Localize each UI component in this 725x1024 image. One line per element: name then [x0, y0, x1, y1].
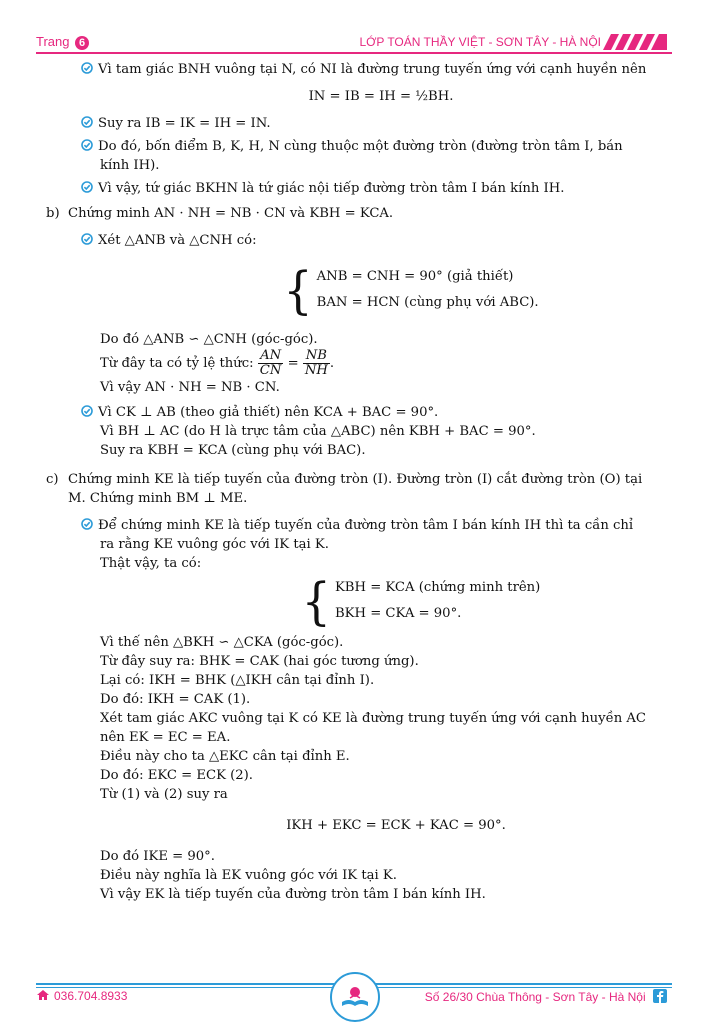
text-line: Vì thế nên △BKH ∽ △CKA (góc-góc).: [100, 635, 344, 650]
text-line: Thật vậy, ta có:: [100, 556, 202, 571]
equation-system: [166, 571, 676, 631]
text-line: Do đó IKE = 90°.: [100, 849, 215, 864]
part-text: Chứng minh AN · NH = NB · CN và KBH = KCA.: [68, 206, 394, 221]
header-rule: [36, 52, 672, 54]
numerator: NB: [303, 349, 330, 364]
bullet-item: [46, 114, 676, 133]
text-line: Suy ra IB = IK = IH = IN.: [98, 116, 271, 131]
text-line: Do đó: IKH = CAK (1).: [100, 692, 251, 707]
part-b-heading: [46, 204, 676, 223]
equation: IKH + EKC = ECK + KAC = 90°.: [286, 818, 506, 833]
part-label: b): [46, 206, 60, 221]
document-body: [46, 60, 676, 904]
proportion-line: Từ đây ta có tỷ lệ thức: $\frac{AN}{CN}$ = $\frac{NB}{NH}$ .: [100, 348, 335, 378]
system-row: KBH = KCA (chứng minh trên): [334, 580, 541, 595]
check-icon: [81, 139, 93, 151]
text-line: nên EK = EC = EA.: [100, 730, 231, 745]
text-line: Vì vậy AN · NH = NB · CN.: [100, 380, 280, 395]
address-text: Số 26/30 Chùa Thông - Sơn Tây - Hà Nội: [424, 990, 646, 1004]
text-line: Lại có: IKH = BHK (△IKH cân tại đỉnh I).: [100, 673, 375, 688]
text-line: Do đó: EKC = ECK (2).: [100, 768, 254, 783]
numerator: AN: [258, 349, 284, 364]
text-line: Do đó △ANB ∽ △CNH (góc-góc).: [100, 332, 318, 347]
check-icon: [81, 405, 93, 417]
part-text: Chứng minh KE là tiếp tuyến của đường tròn (I). Đường tròn (I) cắt đường tròn (O) tại: [68, 472, 643, 487]
bullet-item: [46, 516, 676, 535]
header-title: LỚP TOÁN THẦY VIỆT - SƠN TÂY - HÀ NỘI: [359, 35, 601, 49]
system-row: BKH = CKA = 90°.: [334, 606, 462, 621]
text-line: kính IH).: [100, 158, 160, 173]
bullet-item: [46, 137, 676, 156]
equation-system: [146, 260, 676, 320]
part-label: c): [46, 472, 59, 487]
header-stripes-icon: [603, 34, 667, 50]
text-line: Xét tam giác AKC vuông tại K có KE là đường trung tuyến ứng với cạnh huyền AC: [100, 711, 646, 726]
brace: {: [301, 571, 331, 631]
bullet-item: [46, 179, 676, 198]
check-icon: [81, 62, 93, 74]
text-line: Vì vậy EK là tiếp tuyến của đường tròn tâm I bán kính IH.: [100, 887, 486, 902]
bullet-item: [46, 231, 676, 250]
check-icon: [81, 181, 93, 193]
text-line: Điều này cho ta △EKC cân tại đỉnh E.: [100, 749, 350, 764]
text-line: Vì vậy, tứ giác BKHN là tứ giác nội tiếp đường tròn tâm I bán kính IH.: [98, 181, 565, 196]
denominator: CN: [259, 363, 282, 378]
fraction: [258, 349, 284, 378]
system-row: BAN = HCN (cùng phụ với ABC).: [316, 295, 539, 310]
text-line: Từ (1) và (2) suy ra: [100, 787, 228, 802]
text-line: Do đó, bốn điểm B, K, H, N cùng thuộc một đường tròn (đường tròn tâm I, bán: [98, 139, 623, 154]
system-row: ANB = CNH = 90° (giả thiết): [316, 269, 514, 284]
text-line: ra rằng KE vuông góc với IK tại K.: [100, 537, 329, 552]
footer-phone: [36, 989, 127, 1003]
text-line: Điều này nghĩa là EK vuông góc với IK tại K.: [100, 868, 397, 883]
footer-address: [425, 989, 667, 1004]
home-icon: [36, 989, 50, 1001]
denominator: NH: [304, 363, 328, 378]
part-c-heading: [46, 470, 676, 508]
facebook-icon[interactable]: [653, 989, 667, 1003]
text-line: Vì BH ⊥ AC (do H là trực tâm của △ABC) nên KBH + BAC = 90°.: [100, 424, 536, 439]
text-line: Suy ra KBH = KCA (cùng phụ với BAC).: [100, 443, 366, 458]
text-line: Vì tam giác BNH vuông tại N, có NI là đường trung tuyến ứng với cạnh huyền nên: [98, 62, 647, 77]
phone-text: 036.704.8933: [54, 989, 128, 1003]
fraction: [303, 349, 330, 378]
page-label-text: Trang: [36, 34, 70, 49]
brace: {: [283, 260, 313, 320]
text-line: Từ đây suy ra: BHK = CAK (hai góc tương ứng).: [100, 654, 419, 669]
text-line: Để chứng minh KE là tiếp tuyến của đường tròn tâm I bán kính IH thì ta cần chỉ: [98, 518, 634, 533]
logo: [330, 972, 380, 1022]
text-line: Vì CK ⊥ AB (theo giả thiết) nên KCA + BAC = 90°.: [98, 405, 439, 420]
text-line: Xét △ANB và △CNH có:: [98, 233, 257, 248]
bullet-item: [46, 60, 676, 79]
text-fragment: Từ đây ta có tỷ lệ thức:: [100, 356, 254, 371]
book-logo-icon: [332, 974, 378, 1020]
page-number: 6: [75, 36, 89, 50]
page-label: [36, 34, 89, 50]
page-header: [0, 0, 725, 58]
bullet-item: [46, 403, 676, 422]
check-icon: [81, 518, 93, 530]
equation: IN = IB = IH = ½BH.: [308, 89, 454, 104]
part-text: M. Chứng minh BM ⊥ ME.: [68, 491, 248, 506]
check-icon: [81, 233, 93, 245]
check-icon: [81, 116, 93, 128]
